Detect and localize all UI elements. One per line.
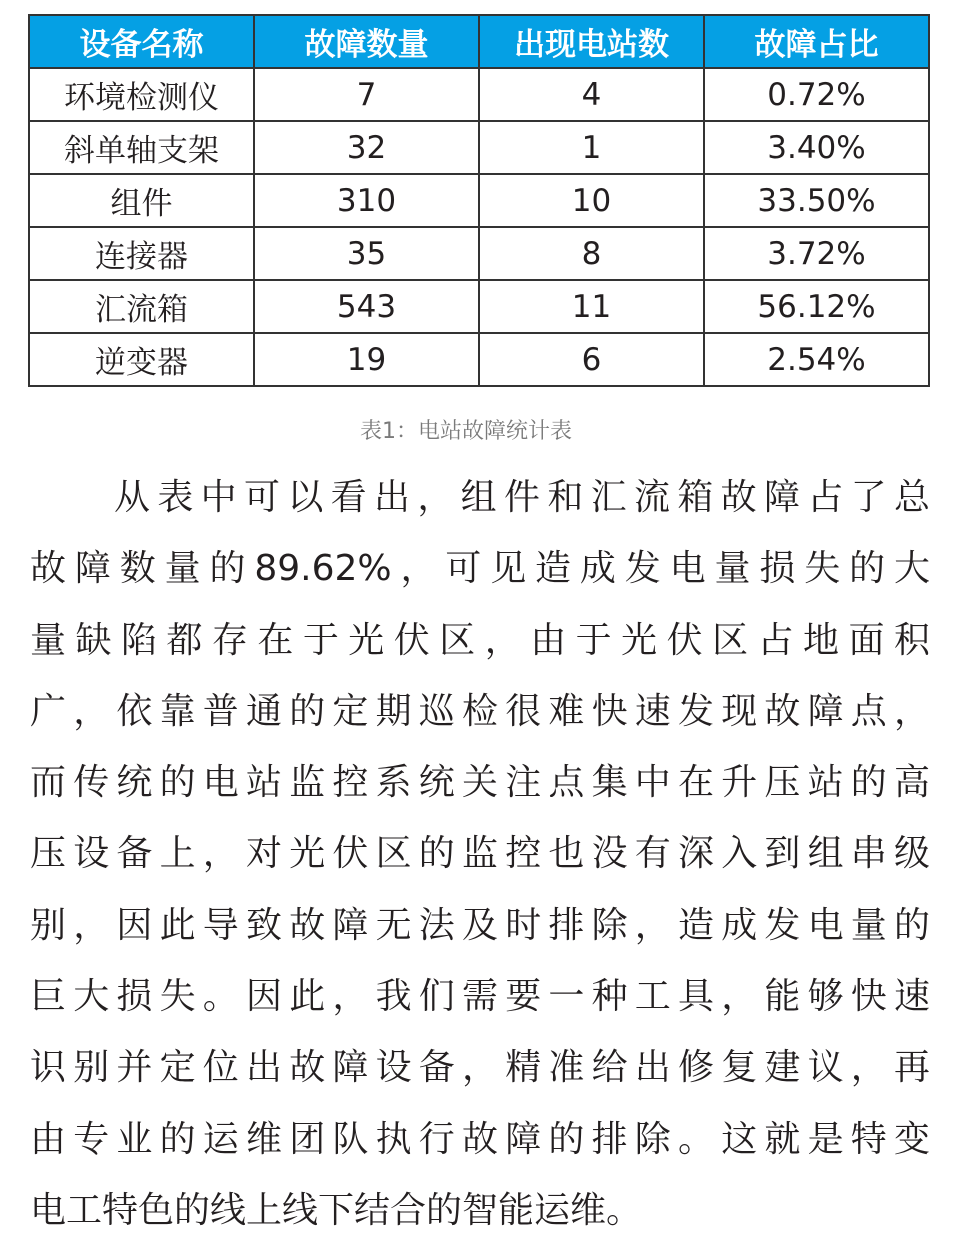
table-row xyxy=(29,280,929,333)
fault-count-cell: 32 xyxy=(254,121,479,174)
device-name-cell: 环境检测仪 xyxy=(29,68,254,121)
header-station-count: 出现电站数 xyxy=(479,15,704,68)
fault-ratio-cell: 0.72% xyxy=(704,68,929,121)
device-name-cell: 逆变器 xyxy=(29,333,254,386)
station-count-cell: 8 xyxy=(479,227,704,280)
paragraph-line: 量缺陷都存在于光伏区，由于光伏区占地面积 xyxy=(30,619,930,661)
table-row xyxy=(29,333,929,386)
station-count-cell: 1 xyxy=(479,121,704,174)
header-fault-count: 故障数量 xyxy=(254,15,479,68)
body-paragraph xyxy=(30,470,930,1254)
paragraph-line: 识别并定位出故障设备，精准给出修复建议，再 xyxy=(30,1047,930,1089)
paragraph-line: 别，因此导致故障无法及时排除，造成发电量的 xyxy=(30,904,930,946)
table-row xyxy=(29,68,929,121)
table-row xyxy=(29,174,929,227)
paragraph-line: 压设备上，对光伏区的监控也没有深入到组串级 xyxy=(30,833,930,875)
table-caption: 表1：电站故障统计表 xyxy=(360,419,572,444)
fault-count-cell: 7 xyxy=(254,68,479,121)
paragraph-line: 电工特色的线上线下结合的智能运维。 xyxy=(30,1189,643,1231)
fault-ratio-cell: 2.54% xyxy=(704,333,929,386)
paragraph-line: 而传统的电站监控系统关注点集中在升压站的高 xyxy=(30,762,930,804)
paragraph-line: 从表中可以看出，组件和汇流箱故障占了总 xyxy=(114,477,930,518)
station-count-cell: 10 xyxy=(479,174,704,227)
fault-ratio-cell: 56.12% xyxy=(704,280,929,333)
station-count-cell: 6 xyxy=(479,333,704,386)
fault-count-cell: 19 xyxy=(254,333,479,386)
header-device-name: 设备名称 xyxy=(29,15,254,68)
fault-count-cell: 543 xyxy=(254,280,479,333)
fault-statistics-table xyxy=(28,14,930,387)
table-row xyxy=(29,121,929,174)
table-row xyxy=(29,227,929,280)
table-header-row xyxy=(29,15,929,68)
paragraph-line: 由专业的运维团队执行故障的排除。这就是特变 xyxy=(30,1118,930,1160)
paragraph-line: 巨大损失。因此，我们需要一种工具，能够快速 xyxy=(30,976,930,1018)
fault-count-cell: 35 xyxy=(254,227,479,280)
station-count-cell: 11 xyxy=(479,280,704,333)
paragraph-line: 故障数量的89.62%，可见造成发电量损失的大 xyxy=(30,548,930,590)
paragraph-line: 广，依靠普通的定期巡检很难快速发现故障点， xyxy=(30,690,930,732)
device-name-cell: 汇流箱 xyxy=(29,280,254,333)
fault-count-cell: 310 xyxy=(254,174,479,227)
device-name-cell: 斜单轴支架 xyxy=(29,121,254,174)
station-count-cell: 4 xyxy=(479,68,704,121)
header-fault-ratio: 故障占比 xyxy=(704,15,929,68)
fault-ratio-cell: 3.40% xyxy=(704,121,929,174)
fault-ratio-cell: 3.72% xyxy=(704,227,929,280)
device-name-cell: 连接器 xyxy=(29,227,254,280)
device-name-cell: 组件 xyxy=(29,174,254,227)
fault-ratio-cell: 33.50% xyxy=(704,174,929,227)
